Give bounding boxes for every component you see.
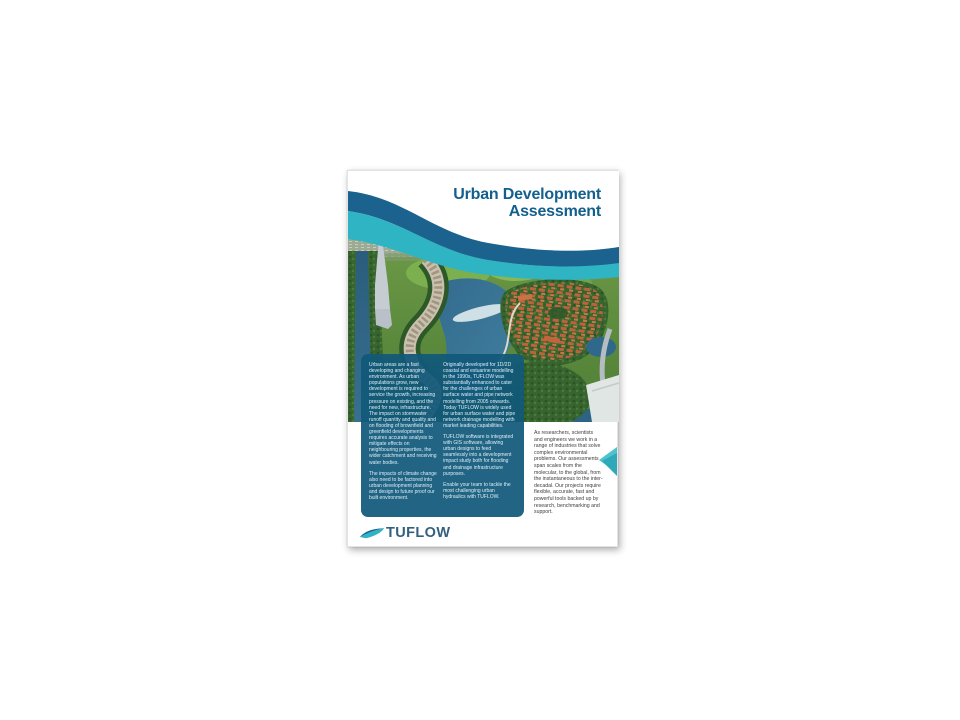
page-title-line2: Assessment: [508, 203, 601, 220]
tuflow-logo: [359, 525, 450, 541]
side-note-paragraph: As researchers, scientists and engineers we work in a range of industries that solve complex environmental problems. Our assessments span scales from the molecular, to the global, from the instantaneous to the inter-decadal. Our projects require flexible, accurate, fast and powerful tools backed up by research, benchmarking and support.: [534, 430, 603, 516]
side-note: [534, 430, 603, 516]
paragraph: Originally developed for 1D/2D coastal and estuarine modelling in the 1990s, TUFLOW was substantially enhanced to cater for the challenges of urban surface water and pipe network modelling from 2005 onwards. Today TUFLOW is widely used for urban surface water and pipe network drainage modelling with market leading capabilities.: [443, 362, 516, 429]
paragraph: Urban areas are a fast developing and changing environment. As urban populations grow, new development is required to service the growth, increasing pressure on existing, and the need for new, infrastructure. The impact on stormwater runoff quantity and quality and on flooding of brownfield and greenfield developments requires accurate analysis to mitigate effects on neighbouring properties, the wider catchment and receiving water bodies.: [369, 362, 437, 466]
info-column-left: [369, 362, 437, 511]
tuflow-logo-text: TUFLOW: [386, 525, 451, 541]
paragraph: Enable your team to tackle the most challenging urban hydraulics with TUFLOW.: [443, 481, 511, 500]
info-column-right: [443, 362, 516, 511]
info-box: [361, 354, 524, 517]
paragraph: TUFLOW software is integrated with GIS software, allowing urban designs to feed seamlessly into a development impact study both for flooding and drainage infrastructure purposes.: [443, 434, 514, 477]
page-title-line1: Urban Development: [453, 186, 601, 203]
page-title: [453, 186, 601, 220]
left-arrow-icon: [598, 447, 617, 479]
brochure-page: [347, 170, 618, 547]
paragraph: The impacts of climate change also need to be factored into urban development planning and design to future proof our built environment.: [369, 470, 437, 501]
tuflow-swoosh-icon: [359, 527, 385, 540]
